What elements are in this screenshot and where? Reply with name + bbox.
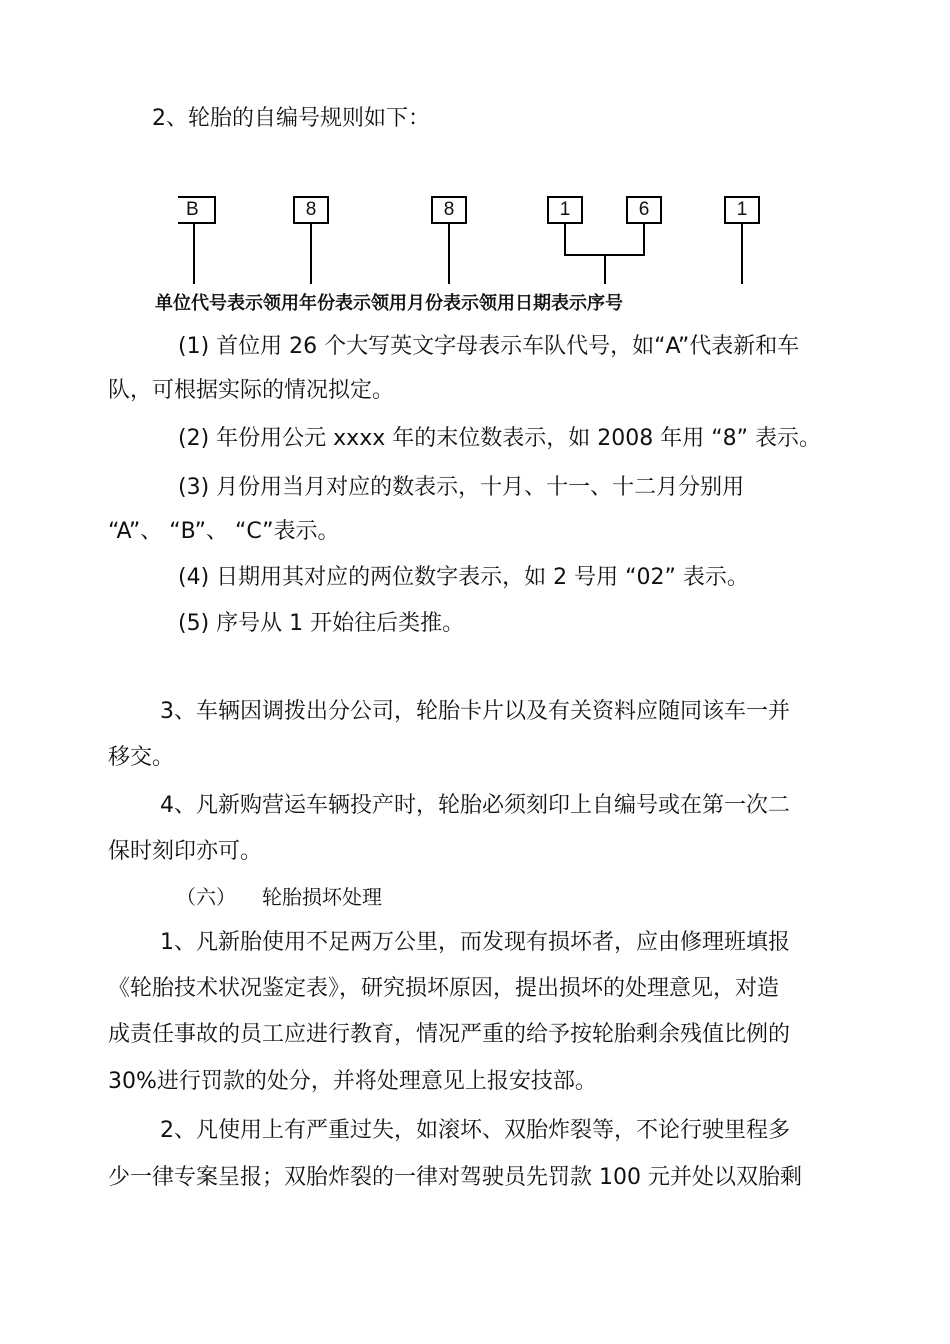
paragraph-line: 1、凡新胎使用不足两万公里，而发现有损坏者，应由修理班填报 (160, 930, 790, 955)
rule-item: (2) 年份用公元 xxxx 年的末位数表示，如 2008 年用 “8” 表示。 (178, 426, 821, 451)
paragraph-line: 《轮胎技术状况鉴定表》，研究损坏原因，提出损坏的处理意见，对造 (108, 976, 780, 1001)
connector-line (604, 254, 606, 284)
paragraph-line: 移交。 (108, 745, 175, 770)
connector-line (741, 224, 743, 284)
connector-line (310, 224, 312, 284)
paragraph-line: 30%进行罚款的处分，并将处理意见上报安技部。 (108, 1069, 597, 1094)
connector-line (643, 224, 645, 256)
paragraph-line: 成责任事故的员工应进行教育，情况严重的给予按轮胎剩余残值比例的 (108, 1022, 791, 1047)
rule-item: 队，可根据实际的情况拟定。 (108, 378, 395, 403)
rule-item: (1) 首位用 26 个大写英文字母表示车队代号，如“A”代表新和车 (178, 334, 800, 359)
code-box-day-units: 6 (626, 196, 662, 224)
rule-item: (4) 日期用其对应的两位数字表示，如 2 号用 “02” 表示。 (178, 565, 749, 590)
code-box-serial: 1 (724, 196, 760, 224)
rule-item: “A”、 “B”、 “C”表示。 (108, 519, 340, 544)
connector-line (448, 224, 450, 284)
rule-item: (5) 序号从 1 开始往后类推。 (178, 611, 465, 636)
connector-line (564, 224, 566, 256)
code-box-month: 8 (431, 196, 467, 224)
code-box-day-tens: 1 (547, 196, 583, 224)
connector-line (193, 224, 195, 284)
diagram-caption: 单位代号表示领用年份表示领用月份表示领用日期表示序号 (155, 293, 623, 314)
section-number: （六） (176, 885, 236, 909)
paragraph-line: 少一律专案呈报；双胎炸裂的一律对驾驶员先罚款 100 元并处以双胎剩 (108, 1165, 802, 1190)
paragraph-line: 2、凡使用上有严重过失，如滚坏、双胎炸裂等，不论行驶里程多 (160, 1118, 790, 1143)
paragraph-line: 4、凡新购营运车辆投产时，轮胎必须刻印上自编号或在第一次二 (160, 793, 790, 818)
paragraph-line: 保时刻印亦可。 (108, 839, 263, 864)
numbering-rule-heading: 2、轮胎的自编号规则如下： (152, 106, 430, 131)
rule-item: (3) 月份用当月对应的数表示，十月、十一、十二月分别用 (178, 475, 745, 500)
section-title: 轮胎损坏处理 (262, 885, 382, 909)
code-box-unit: B (178, 196, 216, 224)
paragraph-line: 3、车辆因调拨出分公司，轮胎卡片以及有关资料应随同该车一并 (160, 699, 790, 724)
code-box-year: 8 (293, 196, 329, 224)
